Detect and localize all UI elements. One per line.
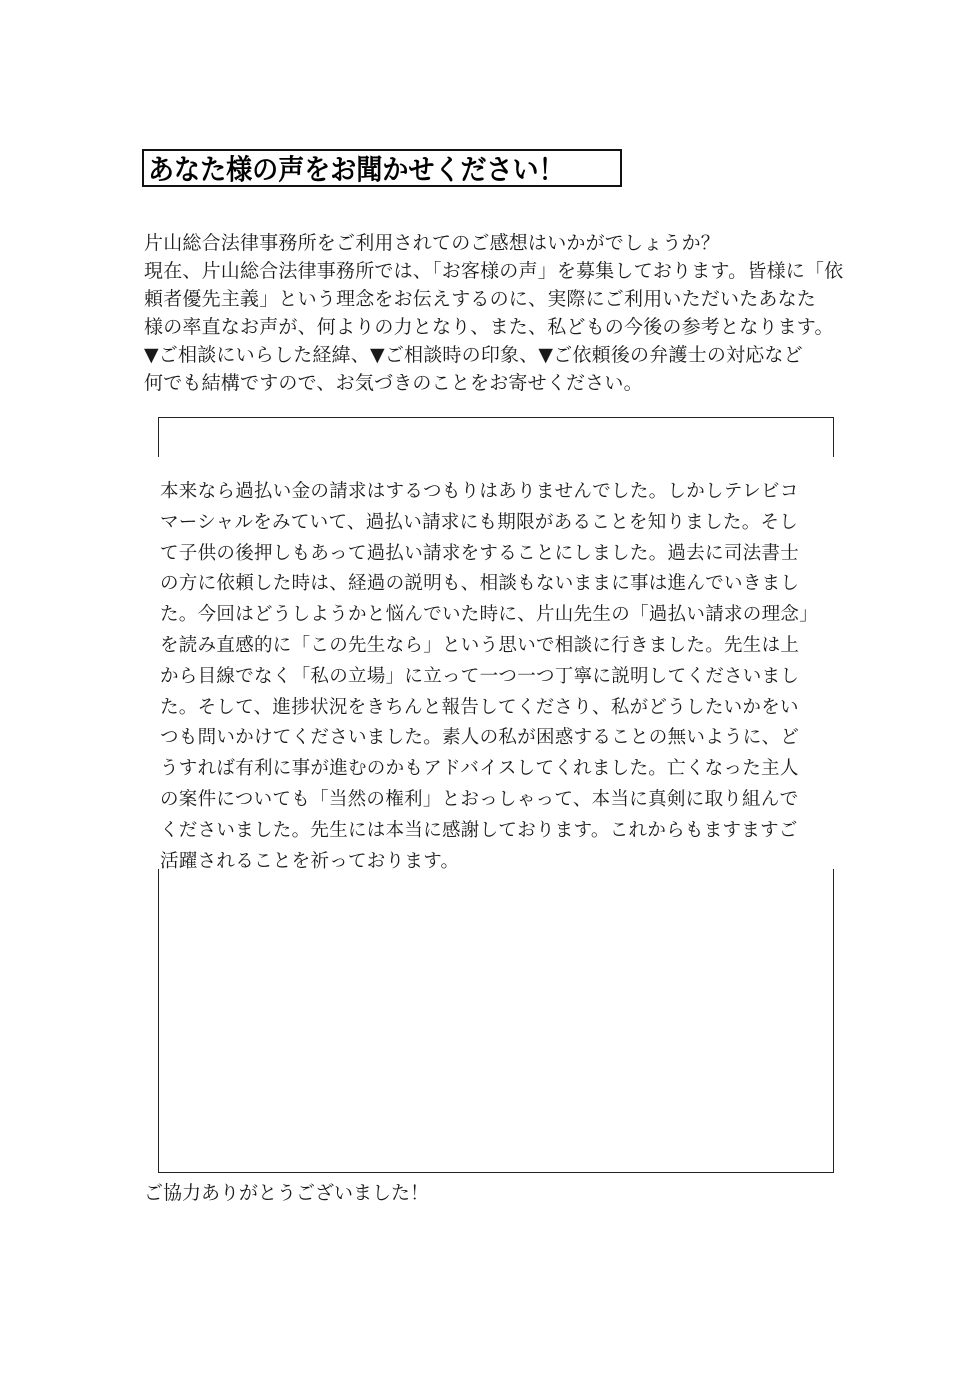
intro-line: 頼者優先主義」という理念をお伝えするのに、実際にご利用いただいたあなた xyxy=(144,288,817,310)
testimonial-line: の案件についても「当然の権利」とおっしゃって、本当に真剣に取り組んで xyxy=(160,788,799,810)
intro-line: ▼ご相談にいらした経緯、▼ご相談時の印象、▼ご依頼後の弁護士の対応など xyxy=(144,344,803,366)
testimonial-line: 本来なら過払い金の請求はするつもりはありませんでした。しかしテレビコ xyxy=(160,481,799,502)
page-title: あなた様の声をお聞かせください！ xyxy=(148,153,565,186)
testimonial-line: を読み直感的に「この先生なら」という思いで相談に行きました。先生は上 xyxy=(160,634,800,656)
intro-line: 片山総合法律事務所をご利用されてのご感想はいかがでしょうか？ xyxy=(144,232,721,254)
intro-line: 何でも結構ですので、お気づきのことをお寄せください。 xyxy=(144,372,643,394)
testimonial-line: て子供の後押しもあって過払い請求をすることにしました。過去に司法書士 xyxy=(160,542,800,564)
testimonial-line: 活躍されることを祈っております。 xyxy=(160,850,460,872)
page-title-box xyxy=(142,149,622,187)
intro-paragraph xyxy=(144,229,856,397)
testimonial-text xyxy=(160,477,840,877)
testimonial-line: くださいました。先生には本当に感謝しております。これからもますますご xyxy=(160,819,798,841)
intro-line: 様の率直なお声が、何よりの力となり、また、私どもの今後の参考となります。 xyxy=(144,316,834,338)
testimonial-line: の方に依頼した時は、経過の説明も、相談もないままに事は進んでいきまし xyxy=(160,573,800,595)
testimonial-line: から目線でなく「私の立場」に立って一つ一つ丁寧に説明してくださいまし xyxy=(160,665,800,687)
testimonial-line: た。今回はどうしようかと悩んでいた時に、片山先生の「過払い請求の理念」 xyxy=(160,604,819,626)
intro-line: 現在、片山総合法律事務所では、「お客様の声」を募集しております。皆様に「依 xyxy=(144,260,844,282)
closing-thanks: ご協力ありがとうございました！ xyxy=(144,1182,430,1204)
testimonial-line: つも問いかけてくださいました。素人の私が困惑することの無いように、ど xyxy=(160,727,800,749)
testimonial-line: うすれば有利に事が進むのかもアドバイスしてくれました。亡くなった主人 xyxy=(160,758,799,780)
testimonial-line: マーシャルをみていて、過払い請求にも期限があることを知りました。そし xyxy=(160,511,799,533)
testimonial-line: た。そして、進捗状況をきちんと報告してくださり、私がどうしたいかをい xyxy=(160,696,799,718)
